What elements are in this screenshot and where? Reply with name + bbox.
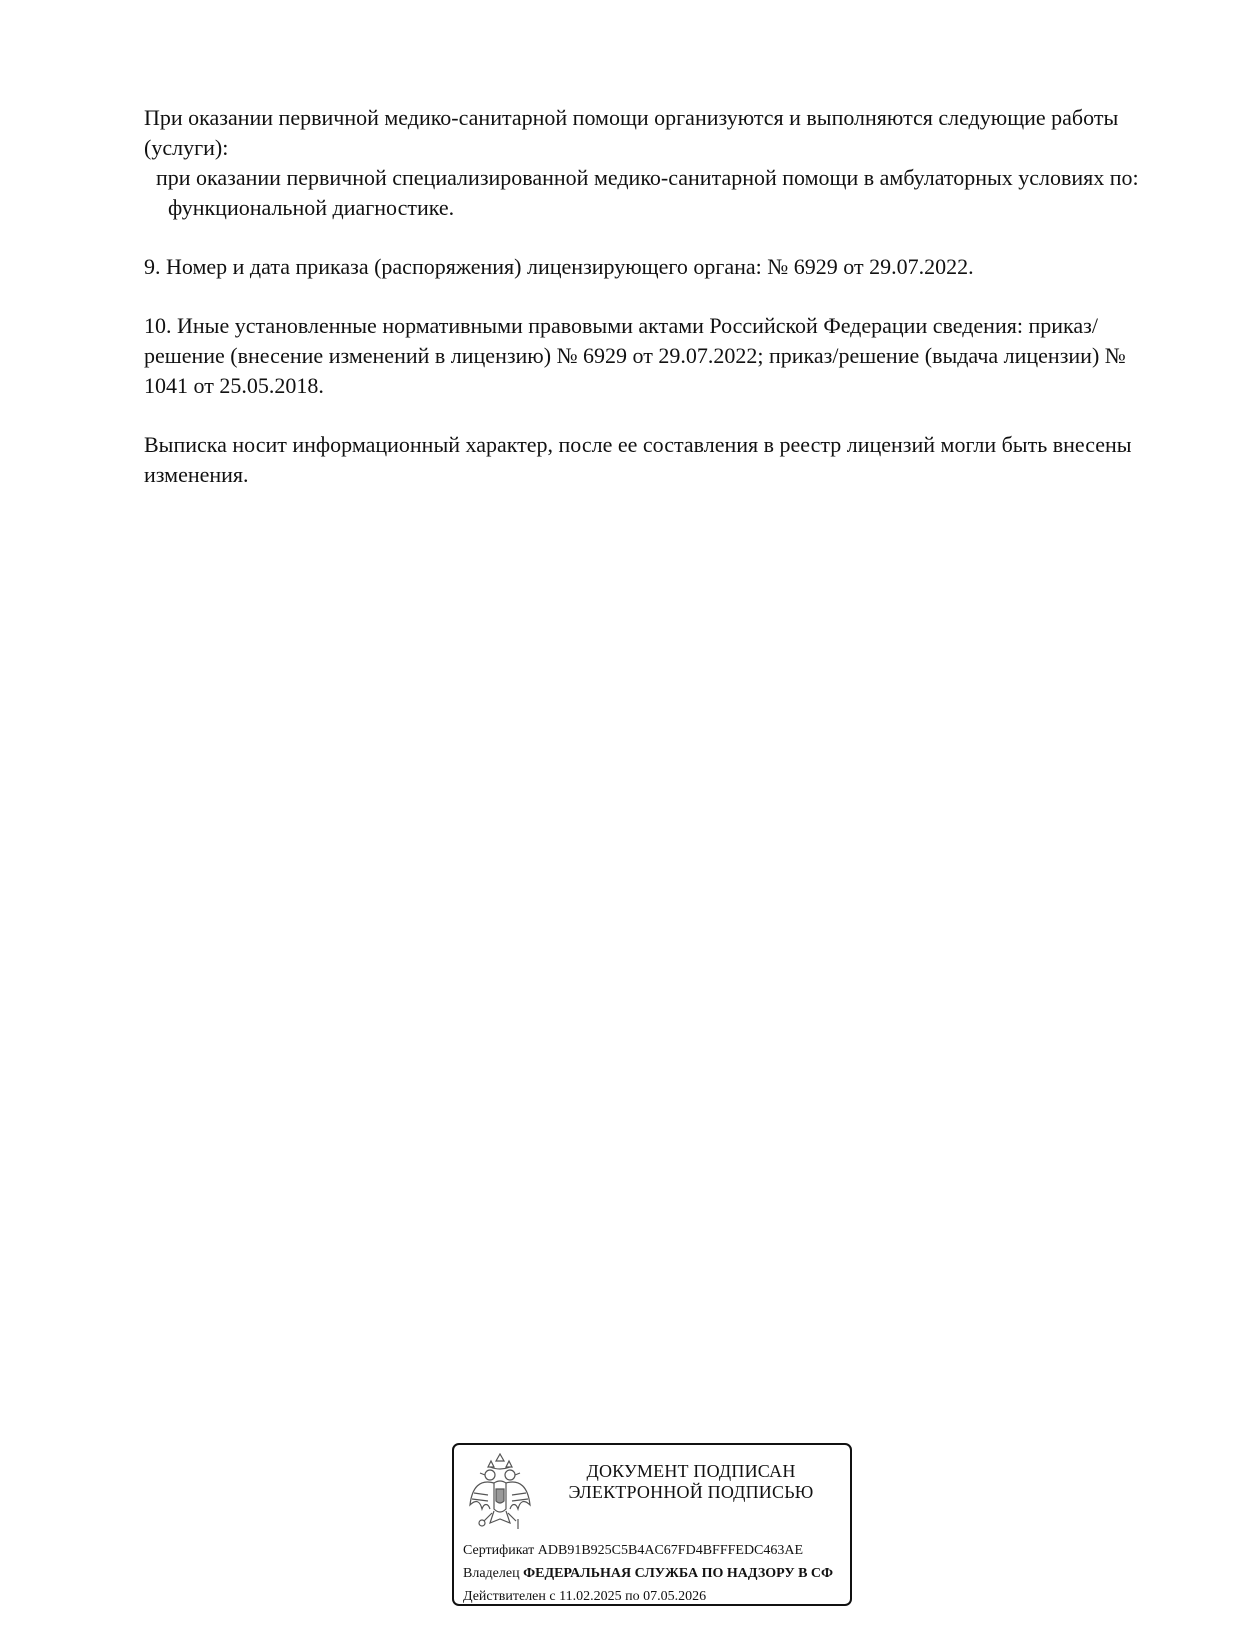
owner-value: ФЕДЕРАЛЬНАЯ СЛУЖБА ПО НАДЗОРУ В СФ <box>523 1566 834 1581</box>
intro-service-item: функциональной диагностике. <box>168 195 455 220</box>
stamp-heading-line: ЭЛЕКТРОННОЙ ПОДПИСЬЮ <box>568 1482 814 1502</box>
validity-line: Действителен с 11.02.2025 по 07.05.2026 <box>463 1589 707 1604</box>
certificate-label: Сертификат <box>463 1543 535 1558</box>
owner-line <box>463 1565 833 1583</box>
order-number-paragraph: 9. Номер и дата приказа (распоряжения) лицензирующего органа: № 6929 от 29.07.2022. <box>144 254 974 279</box>
stamp-heading-line: ДОКУМЕНТ ПОДПИСАН <box>586 1461 796 1481</box>
certificate-value: ADB91B925C5B4AC67FD4BFFFEDC463AE <box>537 1543 804 1558</box>
paragraph-spacer <box>144 223 1174 252</box>
owner-label: Владелец <box>463 1566 520 1581</box>
stamp-heading <box>546 1461 836 1503</box>
electronic-signature-stamp <box>452 1443 852 1606</box>
disclaimer-paragraph: Выписка носит информационный характер, после ее составления в реестр лицензий могли быть внесены изменения. <box>144 432 1132 487</box>
other-info-paragraph: 10. Иные установленные нормативными правовыми актами Российской Федерации сведения: приказ/решение (внесение изменений в лицензию) № 6929 от 29.07.2022; приказ/решение (выдача лицензии) № 1041 от 25.05.2018. <box>144 313 1126 398</box>
intro-paragraph: При оказании первичной медико-санитарной помощи организуются и выполняются следующие работы (услуги): <box>144 105 1119 160</box>
certificate-line <box>463 1542 803 1560</box>
paragraph-spacer <box>144 401 1174 430</box>
intro-subparagraph: при оказании первичной специализированной медико-санитарной помощи в амбулаторных условиях по: <box>156 165 1139 190</box>
double-headed-eagle-emblem-icon <box>466 1453 534 1541</box>
document-body <box>144 103 1174 490</box>
paragraph-spacer <box>144 282 1174 311</box>
